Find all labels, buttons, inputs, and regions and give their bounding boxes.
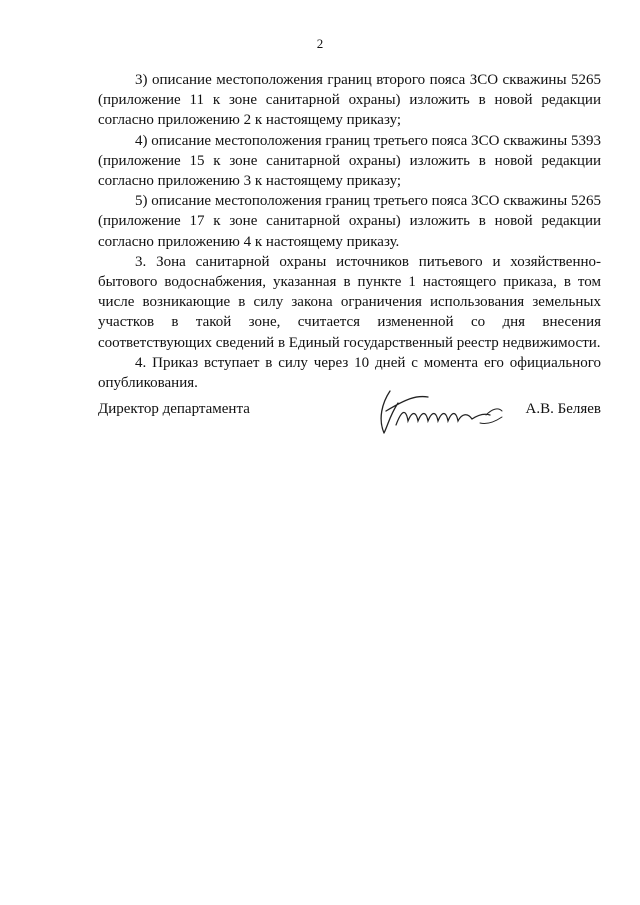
paragraph-item-3: 3) описание местоположения границ второго пояса ЗСО скважины 5265 (приложение 11 к зоне санитарной охраны) изложить в новой редакции согласно приложению 2 к настоящему приказу; bbox=[98, 72, 601, 129]
page-number: 2 bbox=[316, 36, 324, 51]
document-body bbox=[98, 70, 601, 393]
handwritten-signature bbox=[376, 385, 516, 440]
paragraph-clause-3: 3. Зона санитарной охраны источников питьевого и хозяйственно-бытового водоснабжения, указанная в пункте 1 настоящего приказа, в том числе возникающие в силу закона ограничения использования земельных участков в такой зоне, считается измененной со дня внесения соответствующих сведений в Единый государственный реестр недвижимости. bbox=[98, 253, 601, 351]
signature-block bbox=[98, 393, 601, 443]
paragraph-item-4: 4) описание местоположения границ третьего пояса ЗСО скважины 5393 (приложение 15 к зоне санитарной охраны) изложить в новой редакции согласно приложению 3 к настоящему приказу; bbox=[98, 132, 601, 190]
signatory-name: А.В. Беляев bbox=[525, 401, 601, 417]
paragraph-clause-4: 4. Приказ вступает в силу через 10 дней с момента его официального опубликования. bbox=[98, 354, 601, 392]
signatory-title: Директор департамента bbox=[98, 401, 250, 417]
paragraph-item-5: 5) описание местоположения границ третьего пояса ЗСО скважины 5265 (приложение 17 к зоне санитарной охраны) изложить в новой редакции согласно приложению 4 к настоящему приказу. bbox=[98, 193, 601, 250]
